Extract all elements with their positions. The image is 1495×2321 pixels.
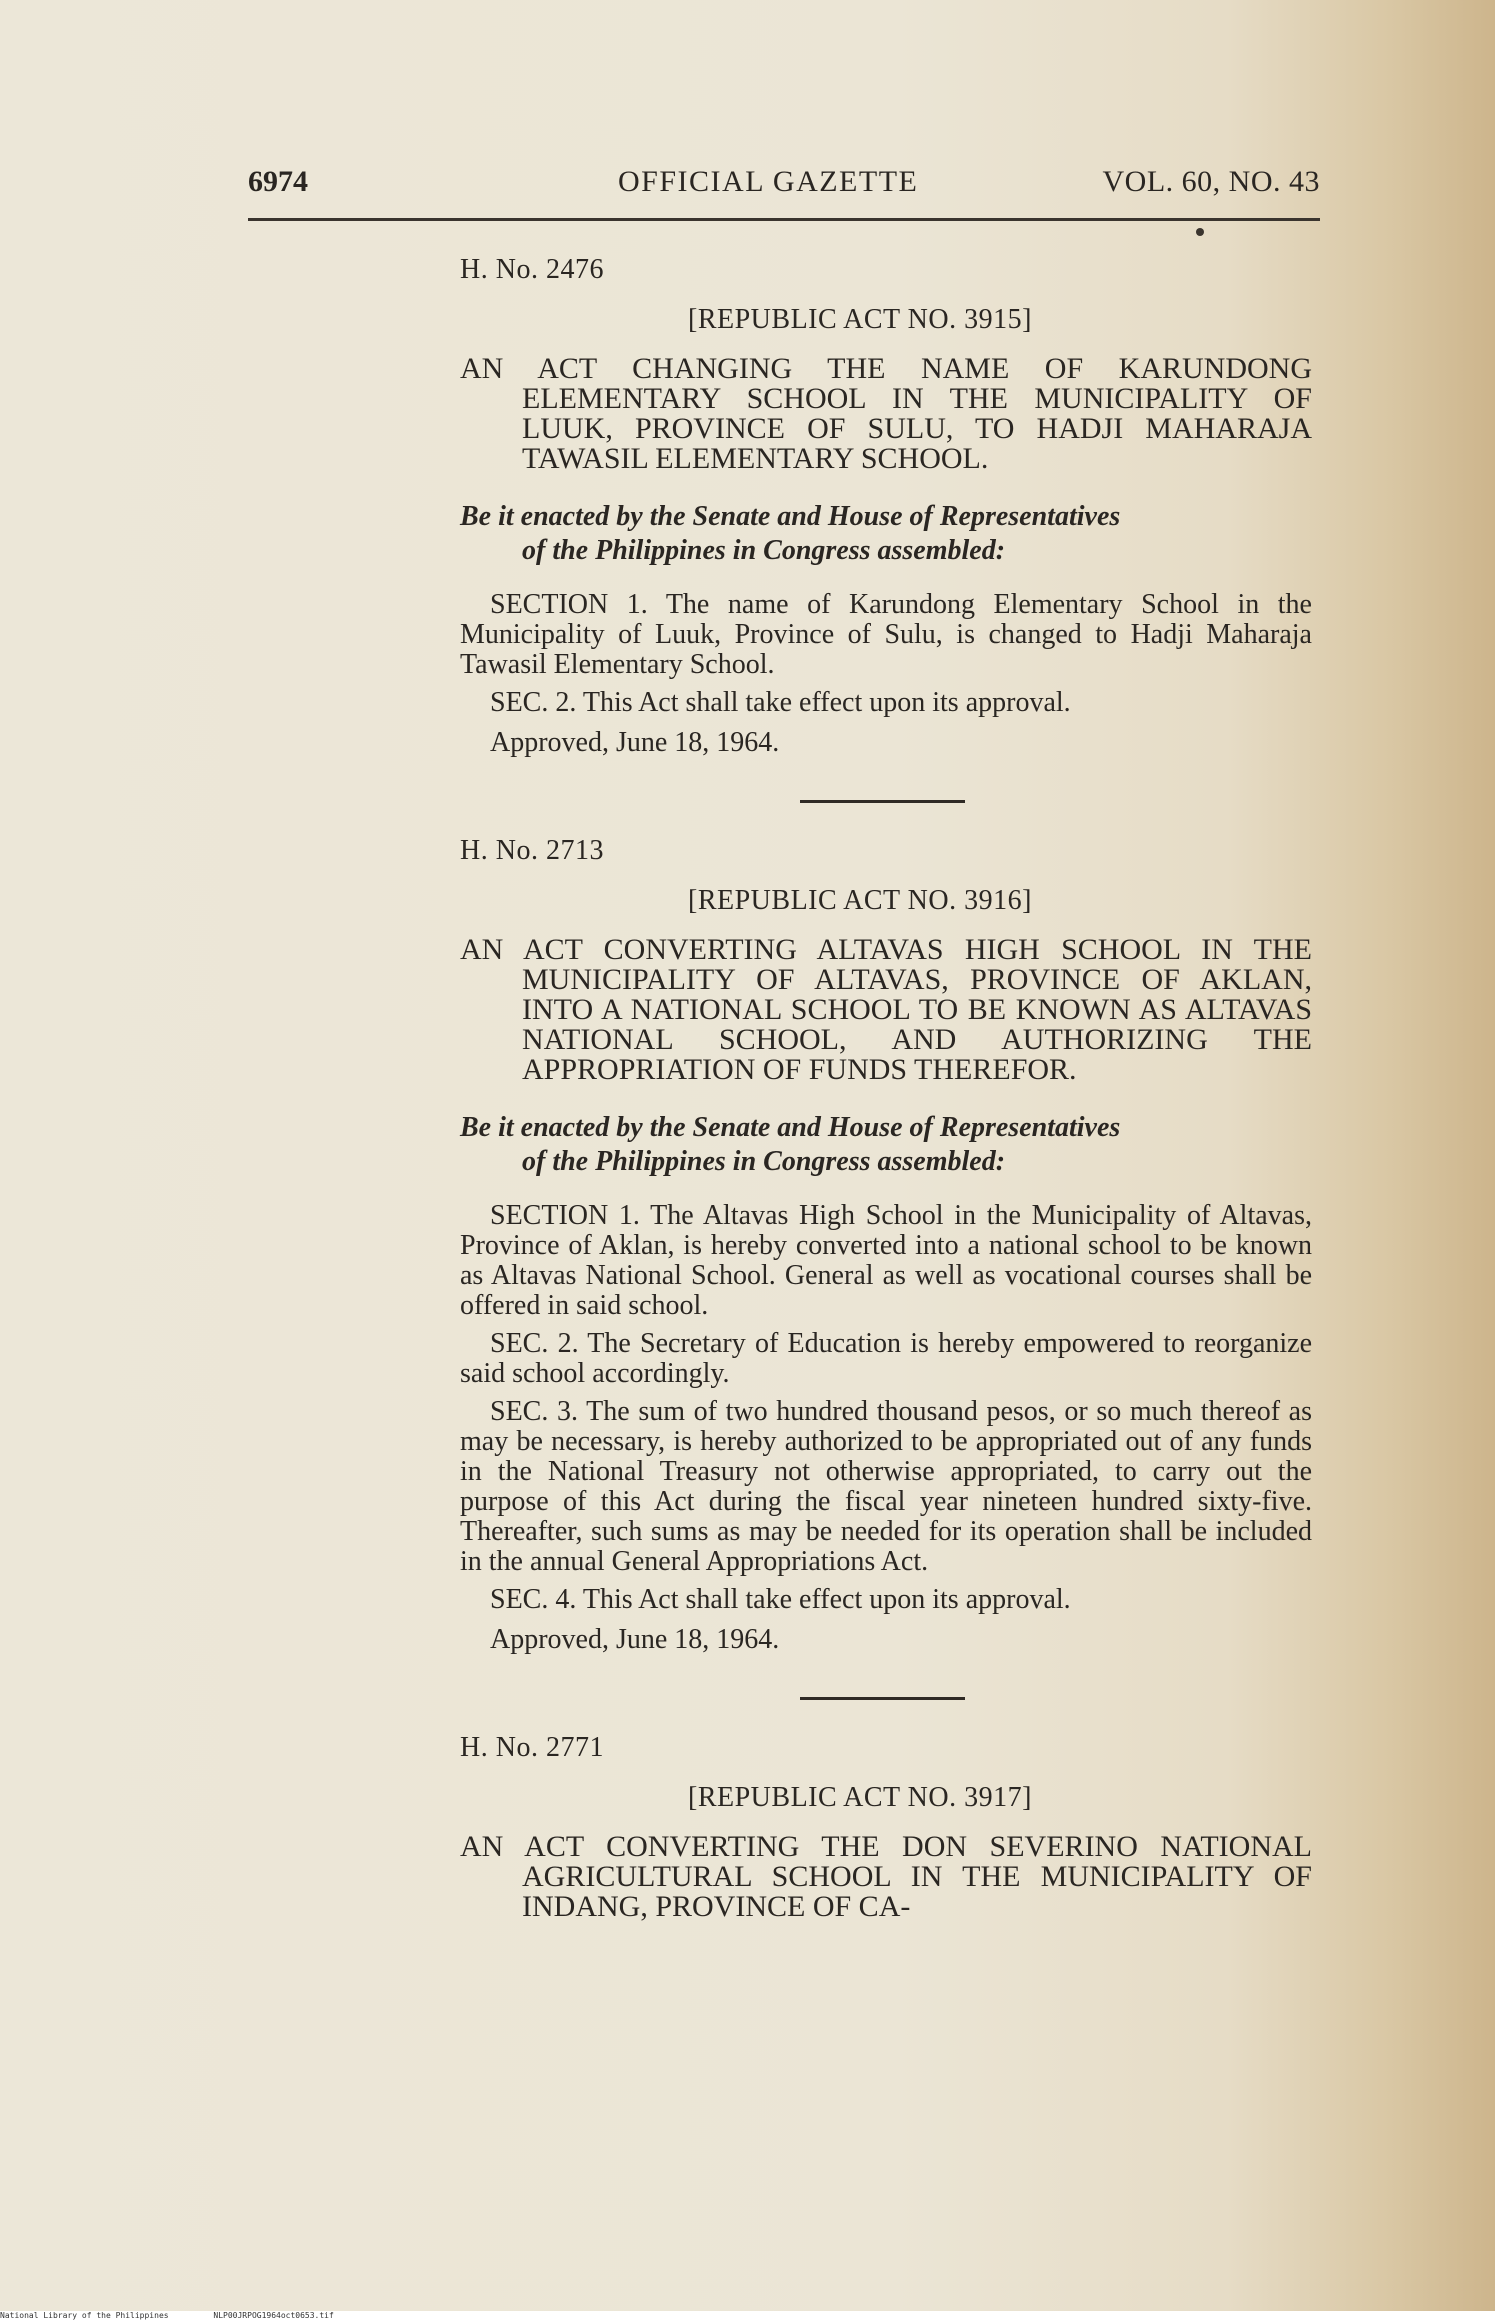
- section-text: The Altavas High School in the Municipality of Altavas, Province of Aklan, is hereby converted into a national school to be known as Altavas National School. General as well as vocational courses shall be offered in said school.: [460, 1200, 1312, 1321]
- page-number: 6974: [248, 165, 308, 198]
- act-title: AN ACT CONVERTING THE DON SEVERINO NATIONAL AGRICULTURAL SCHOOL IN THE MUNICIPALITY OF INDANG, PROVINCE OF CA-: [460, 1830, 1312, 1923]
- section-text: The name of Karundong Elementary School in the Municipality of Luuk, Province of Sulu, is changed to Hadji Maharaja Tawasil Elementary School.: [460, 589, 1312, 680]
- bill-section: [460, 833, 1312, 1657]
- section-label: SECTION 1.: [490, 589, 648, 620]
- section-label: SEC. 2.: [490, 1328, 579, 1359]
- house-bill-number: H. No. 2771: [460, 1732, 604, 1763]
- header-rule: [248, 218, 1320, 221]
- approval-date: Approved, June 18, 1964.: [490, 727, 780, 758]
- section-label: SEC. 4.: [490, 1584, 577, 1615]
- act-section: [460, 590, 1312, 680]
- section-text: This Act shall take effect upon its approval.: [576, 687, 1071, 718]
- page-header: [248, 162, 1320, 202]
- section-text: The sum of two hundred thousand pesos, or so much thereof as may be necessary, is hereby authorized to be appropriated out of any funds in the National Treasury not otherwise appropriated, to carry out the purpose of this Act during the fiscal year nineteen hundred sixty-five. Thereafter, such sums as may be needed for its operation shall be included in the annual General Appropriations Act.: [460, 1396, 1312, 1577]
- volume-number: VOL. 60, NO. 43: [1102, 165, 1320, 198]
- bill-section: [460, 1730, 1312, 1922]
- approval-date: Approved, June 18, 1964.: [490, 1624, 780, 1655]
- section-label: SEC. 2.: [490, 687, 577, 718]
- enacting-line: of the Philippines in Congress assembled:: [522, 535, 1006, 566]
- enacting-line: Be it enacted by the Senate and House of Representatives: [460, 1112, 1121, 1143]
- republic-act-number: [REPUBLIC ACT NO. 3917]: [688, 1782, 1032, 1813]
- act-title: AN ACT CHANGING THE NAME OF KARUNDONG ELEMENTARY SCHOOL IN THE MUNICIPALITY OF LUUK, PROVINCE OF SULU, TO HADJI MAHARAJA TAWASIL ELEMENTARY SCHOOL.: [460, 352, 1312, 475]
- print-dot: [1196, 228, 1204, 236]
- publication-title: OFFICIAL GAZETTE: [618, 165, 919, 198]
- enacting-clause: [460, 500, 1312, 568]
- republic-act-number: [REPUBLIC ACT NO. 3915]: [688, 304, 1032, 335]
- page-content: [460, 252, 1312, 1948]
- enacting-line: Be it enacted by the Senate and House of Representatives: [460, 501, 1121, 532]
- section-text: This Act shall take effect upon its approval.: [576, 1584, 1071, 1615]
- section-label: SECTION 1.: [490, 1200, 640, 1231]
- scan-footer: [0, 2311, 1495, 2321]
- bill-section: [460, 252, 1312, 760]
- act-section: [460, 1585, 1312, 1615]
- house-bill-number: H. No. 2713: [460, 835, 604, 866]
- house-bill-number: H. No. 2476: [460, 254, 604, 285]
- act-section: [460, 688, 1312, 718]
- enacting-clause: [460, 1111, 1312, 1179]
- act-section: [460, 1201, 1312, 1321]
- section-text: The Secretary of Education is hereby empowered to reorganize said school accordingly.: [460, 1328, 1312, 1389]
- enacting-line: of the Philippines in Congress assembled:: [522, 1146, 1006, 1177]
- act-section: [460, 1329, 1312, 1389]
- library-credit: National Library of the Philippines: [0, 2311, 169, 2320]
- republic-act-number: [REPUBLIC ACT NO. 3916]: [688, 885, 1032, 916]
- act-section: [460, 1397, 1312, 1577]
- act-title: AN ACT CONVERTING ALTAVAS HIGH SCHOOL IN THE MUNICIPALITY OF ALTAVAS, PROVINCE OF AKLAN, INTO A NATIONAL SCHOOL TO BE KNOWN AS ALTAVAS NATIONAL SCHOOL, AND AUTHORIZING THE APPROPRIATION OF FUNDS THEREFOR.: [460, 933, 1312, 1086]
- scan-filename: NLP00JRPOG1964oct0653.tif: [213, 2311, 334, 2320]
- section-label: SEC. 3.: [490, 1396, 579, 1427]
